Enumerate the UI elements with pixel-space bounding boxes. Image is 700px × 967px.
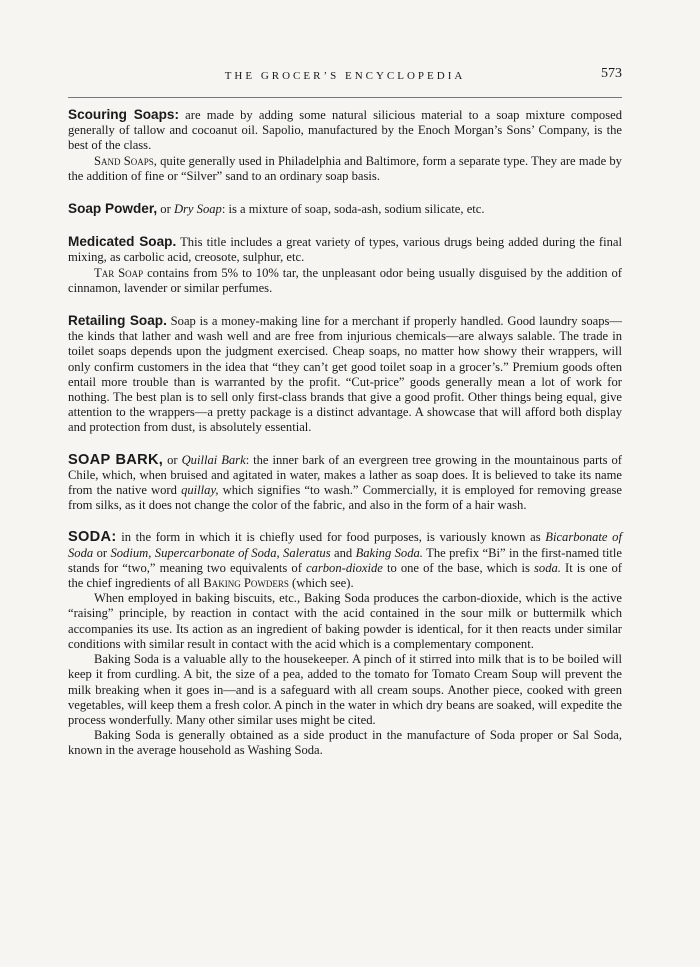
entry-text: : is a mixture of soap, soda-ash, sodium silicate, etc. [221,202,485,217]
entry-text: quite generally used in Philadelphia and Baltimore, form a separate type. They are made by the addition of fine or “Silver” sand to an ordinary soap basis. [68,153,622,183]
connector-text: or [157,202,174,217]
entry-text: in the form in which it is chiefly used for food purposes, is variously known as [116,530,546,545]
sub-heading: Sand Soaps, [94,153,157,168]
entry-soap-powder [68,201,622,217]
entry-heading: SOAP BARK, [68,451,164,468]
italic-term: Baking Soda. [355,545,423,560]
paragraph: Baking Soda is generally obtained as a side product in the manufacture of Soda proper or Sal Soda, known in the average household as Washing Soda. [68,728,622,758]
paragraph [68,107,622,154]
entry-text: The prefix “Bi” in the first-named title stands for “two,” meaning two equivalents of [68,545,622,575]
entry-retailing-soap [68,313,622,436]
paragraph [68,266,622,296]
entry-text: contains from 5% to 10% tar, the unpleasant odor being usually disguised by the addition of cinnamon, lavender or similar perfumes. [68,265,622,295]
running-header [68,60,622,100]
entry-scouring-soaps [68,107,622,184]
alt-name: Quillai Bark [181,452,246,467]
entry-text: and [330,545,356,560]
sub-heading: Tar Soap [94,265,144,280]
entry-text: This title includes a great variety of types, various drugs being added during the final mixing, as carbolic acid, creosote, sulphur, etc. [68,235,623,265]
entry-soap-bark [68,453,622,514]
page-number: 573 [601,66,622,81]
paragraph [68,154,622,184]
entry-text: are made by adding some natural silicious material to a soap mixture composed generally of tallow and cocoanut oil. Sapolio, manufactured by the Enoch Morgan’s Sons’ Company, is the best of the class. [68,108,622,153]
entry-text: It is one of the chief ingredients of all [68,560,622,591]
italic-word: quillay, [181,483,219,498]
entry-heading: Retailing Soap. [68,313,167,329]
paragraph: Baking Soda is a valuable ally to the housekeeper. A pinch of it stirred into milk that is to be boiled will keep it from curdling. A bit, the size of a pea, added to the tomato for Tomato Cream Soup will prevent the milk breaking when it goes in—and is a safeguard with all cream soups. Another piece, cooked with green vegetables, will keep them a fresh color. A pinch in the water in which dry beans are soaked, will expedite the process wonderfully. Many other similar uses might be cited. [68,652,622,727]
entry-text: to one of the base, which is [382,560,534,575]
connector-text: or [163,452,182,467]
paragraph [68,201,622,217]
italic-term: carbon-dioxide [305,560,383,575]
paragraph [68,530,622,591]
small-caps-term: Baking Powders [203,576,289,591]
header-rule [68,97,622,98]
running-title: THE GROCER’S ENCYCLOPEDIA [224,70,466,82]
italic-term: soda. [534,560,561,575]
paragraph [68,234,622,265]
entry-medicated-soap [68,234,622,296]
entry-heading: Soap Powder, [68,201,158,217]
paragraph [68,313,622,436]
entry-text: or [93,545,111,560]
italic-term: Sodium, Supercarbonate of Soda, Saleratus [110,545,331,560]
entry-soda [68,530,622,758]
paragraph: When employed in baking biscuits, etc., Baking Soda produces the carbon-dioxide, which is the active “raising” principle, by reaction in contact with the acid contained in the sour milk or buttermilk which accompanies its use. Its action as an ingredient of baking powder is identical, for it then reacts under similar conditions with similar result in contact with the acid which is a complementary component. [68,591,622,651]
italic-term: Bicarbonate of Soda [68,530,622,560]
alt-name: Dry Soap [173,202,222,217]
entry-text: (which see). [288,576,354,591]
paragraph [68,453,622,514]
entry-heading: Medicated Soap. [68,234,177,250]
entry-text: : the inner bark of an evergreen tree growing in the mountainous parts of Chile, which, when bruised and agitated in water, makes a lather as soap does. It is believed to take its name from the native word [68,452,622,498]
entry-text: which signifies “to wash.” Commercially, it is employed for removing grease from silks, as it does not change the color of the fabric, and also in the form of a hair wash. [68,483,622,513]
entry-heading: SODA: [68,529,117,546]
article-body [68,107,622,776]
entry-heading: Scouring Soaps: [68,107,180,122]
entry-text: Soap is a money-making line for a merchant if properly handled. Good laundry soaps—the kinds that lather and wash well and are free from injurious chemicals—are always salable. The trade in toilet soaps depends upon the judgment exercised. Cheap soaps, no matter how showy their wrappers, will only confirm customers in the idea that “they can’t get good toilet soap in a grocer’s.” Premium goods often entail more trouble than is warranted by the profit. “Cut-price” goods generally mean a lot of work for nothing. The best plan is to sell only first-class brands that give a good profit. Other things being equal, give attention to the wrappers—a pretty package is a distinct advantage. A showcase that will afford both display and protection from dust, is absolutely essential. [68,314,622,435]
